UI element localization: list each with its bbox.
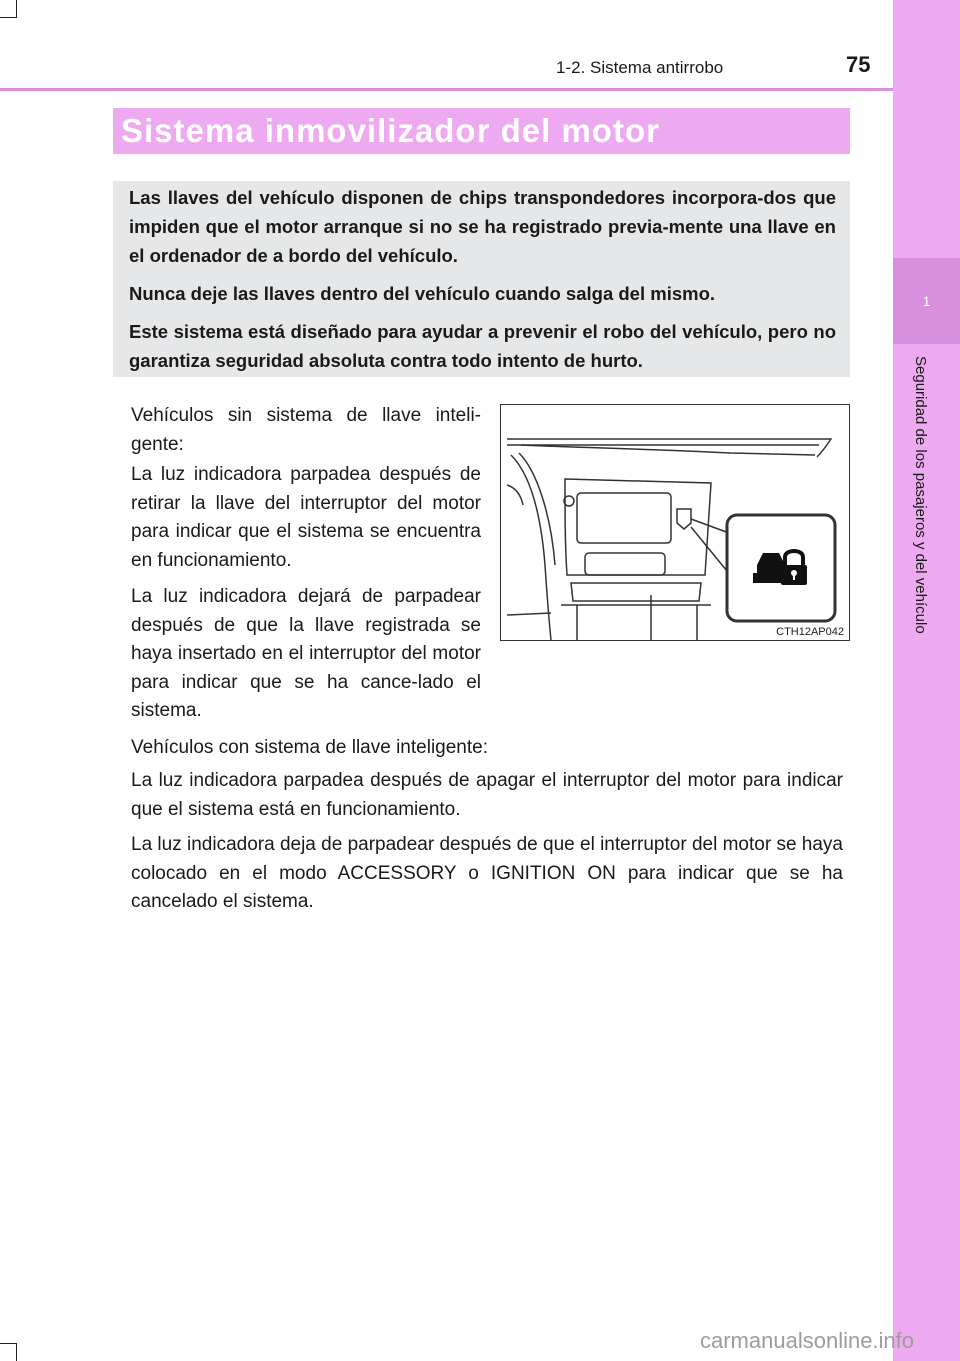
crop-mark <box>0 17 17 18</box>
crop-mark <box>16 0 17 18</box>
body-paragraph: La luz indicadora dejará de parpadear después de que la llave registrada se haya insertado en el interruptor del motor para indicar que se ha cance-lado el sistema. <box>131 586 481 721</box>
header-rule <box>0 88 893 91</box>
body-paragraph: Vehículos sin sistema de llave inteli-gente: <box>131 405 481 455</box>
crop-mark <box>0 1343 17 1344</box>
body-paragraph: La luz indicadora parpadea después de retirar la llave del interruptor del motor para indicar que el sistema se encuentra en funcionamiento. <box>131 464 481 571</box>
crop-mark <box>16 1343 17 1361</box>
title-bar <box>113 108 850 154</box>
body-paragraph: La luz indicadora deja de parpadear después de que el interruptor del motor se haya colocado en el modo ACCESSORY o IGNITION ON para indicar que se ha cancelado el sistema. <box>131 834 843 912</box>
intro-paragraph: Las llaves del vehículo disponen de chips transpondedores incorpora-dos que impiden que el motor arranque si no se ha registrado previa-mente una llave en el ordenador de a bordo del vehículo. <box>129 187 836 266</box>
chapter-title: Seguridad de los pasajeros y del vehículo <box>912 356 929 634</box>
body-paragraph: Vehículos con sistema de llave inteligente: <box>131 737 488 758</box>
intro-box <box>113 181 850 377</box>
dashboard-illustration <box>501 405 849 640</box>
intro-paragraph: Nunca deje las llaves dentro del vehículo cuando salga del mismo. <box>129 283 716 304</box>
page-title: Sistema inmovilizador del motor <box>121 112 660 149</box>
section-title: 1-2. Sistema antirrobo <box>556 58 724 77</box>
figure-code: CTH12AP042 <box>776 626 844 638</box>
intro-paragraph: Este sistema está diseñado para ayudar a prevenir el robo del vehículo, pero no garantiza seguridad absoluta contra todo intento de hurto. <box>129 321 836 371</box>
dashboard-figure <box>500 404 850 641</box>
watermark: carmanualsonline.info <box>700 1328 915 1353</box>
chapter-number: 1 <box>893 258 960 344</box>
body-paragraph: La luz indicadora parpadea después de apagar el interruptor del motor para indicar que el sistema está en funcionamiento. <box>131 770 843 820</box>
page-number: 75 <box>846 52 871 77</box>
